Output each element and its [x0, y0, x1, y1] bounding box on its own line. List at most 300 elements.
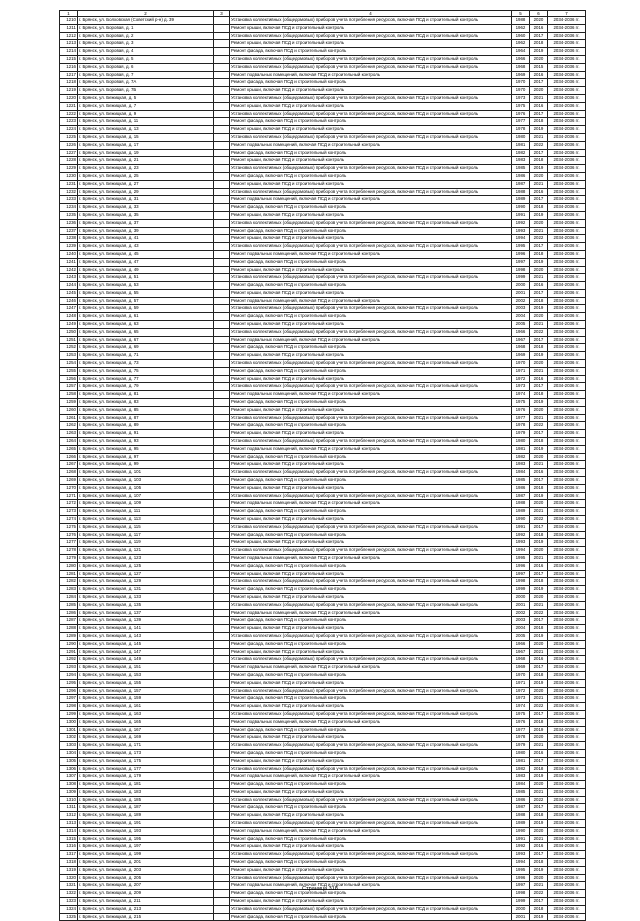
row-address: г. Брянск, ул. Бежицкая, д. 171	[78, 742, 214, 750]
row-address: г. Брянск, ул. Бежицкая, д. 83	[78, 399, 214, 407]
table-row	[60, 211, 586, 219]
row-blank	[214, 913, 230, 921]
row-number: 1232	[60, 188, 78, 196]
table-row	[60, 710, 586, 718]
row-work-type: Ремонт крыши, включая ПСД и строительный контроль	[230, 788, 512, 796]
row-blank	[214, 469, 230, 477]
row-blank	[214, 87, 230, 95]
row-address: г. Брянск, ул. Бежицкая, д. 139	[78, 617, 214, 625]
table-row	[60, 172, 586, 180]
row-address: г. Брянск, ул. Бежицкая, д. 23	[78, 165, 214, 173]
table-row	[60, 391, 586, 399]
row-number: 1273	[60, 508, 78, 516]
row-number: 1280	[60, 562, 78, 570]
table-row	[60, 562, 586, 570]
row-number: 1225	[60, 133, 78, 141]
table-row	[60, 523, 586, 531]
row-period: 2034-2036 гг.	[548, 165, 586, 173]
row-blank	[214, 422, 230, 430]
row-number: 1245	[60, 289, 78, 297]
row-blank	[214, 414, 230, 422]
row-blank	[214, 500, 230, 508]
row-period: 2034-2036 гг.	[548, 773, 586, 781]
row-number: 1219	[60, 87, 78, 95]
row-work-type: Ремонт крыши, включая ПСД и строительный контроль	[230, 180, 512, 188]
row-work-type: Ремонт подвальных помещений, включая ПСД и строительный контроль	[230, 141, 512, 149]
row-blank	[214, 687, 230, 695]
row-address: г. Брянск, ул. Бежицкая, д. 153	[78, 671, 214, 679]
row-build-year: 2003	[512, 305, 530, 313]
row-last-repair-year: 2017	[530, 851, 548, 859]
row-period: 2034-2036 гг.	[548, 63, 586, 71]
row-period: 2034-2036 гг.	[548, 383, 586, 391]
row-blank	[214, 126, 230, 134]
row-last-repair-year: 2020	[530, 500, 548, 508]
row-build-year: 1989	[512, 508, 530, 516]
table-row	[60, 157, 586, 165]
table-row	[60, 321, 586, 329]
row-last-repair-year: 2017	[530, 79, 548, 87]
row-period: 2034-2036 гг.	[548, 593, 586, 601]
table-row	[60, 820, 586, 828]
row-work-type: Ремонт крыши, включая ПСД и строительный контроль	[230, 539, 512, 547]
table-row	[60, 274, 586, 282]
row-last-repair-year: 2018	[530, 157, 548, 165]
row-period: 2034-2036 гг.	[548, 235, 586, 243]
row-work-type: Ремонт крыши, включая ПСД и строительный контроль	[230, 484, 512, 492]
row-build-year: 1990	[512, 516, 530, 524]
row-blank	[214, 523, 230, 531]
table-row	[60, 282, 586, 290]
row-work-type: Ремонт фасада, включая ПСД и строительный контроль	[230, 453, 512, 461]
row-blank	[214, 547, 230, 555]
row-address: г. Брянск, ул. Боровая, д. 2	[78, 32, 214, 40]
row-last-repair-year: 2018	[530, 391, 548, 399]
row-address: г. Брянск, ул. Бежицкая, д. 59	[78, 305, 214, 313]
row-blank	[214, 703, 230, 711]
row-number: 1213	[60, 40, 78, 48]
row-last-repair-year: 2020	[530, 640, 548, 648]
row-work-type: Ремонт фасада, включая ПСД и строительный контроль	[230, 671, 512, 679]
row-period: 2034-2036 гг.	[548, 539, 586, 547]
row-build-year: 2004	[512, 625, 530, 633]
table-row	[60, 414, 586, 422]
row-period: 2034-2036 гг.	[548, 687, 586, 695]
row-address: г. Брянск, ул. Бежицкая, д. 29	[78, 188, 214, 196]
row-address: г. Брянск, ул. Бежицкая, д. 41	[78, 235, 214, 243]
row-number: 1236	[60, 219, 78, 227]
row-address: г. Брянск, ул. Бежицкая, д. 121	[78, 547, 214, 555]
row-period: 2034-2036 гг.	[548, 820, 586, 828]
table-row	[60, 547, 586, 555]
row-number: 1274	[60, 516, 78, 524]
row-address: г. Брянск, ул. Бежицкая, д. 51	[78, 274, 214, 282]
table-row	[60, 757, 586, 765]
row-blank	[214, 328, 230, 336]
page-footer: Страница 318	[302, 886, 338, 892]
row-last-repair-year: 2019	[530, 820, 548, 828]
row-last-repair-year: 2019	[530, 586, 548, 594]
table-row	[60, 625, 586, 633]
row-build-year: 1975	[512, 102, 530, 110]
row-number: 1218	[60, 79, 78, 87]
row-blank	[214, 516, 230, 524]
row-blank	[214, 305, 230, 313]
row-blank	[214, 788, 230, 796]
row-period: 2034-2036 гг.	[548, 17, 586, 25]
row-last-repair-year: 2019	[530, 48, 548, 56]
row-period: 2034-2036 гг.	[548, 578, 586, 586]
row-period: 2034-2036 гг.	[548, 562, 586, 570]
row-last-repair-year: 2018	[530, 344, 548, 352]
table-row	[60, 601, 586, 609]
row-last-repair-year: 2018	[530, 905, 548, 913]
table-row	[60, 609, 586, 617]
row-period: 2034-2036 гг.	[548, 282, 586, 290]
row-build-year: 1996	[512, 874, 530, 882]
row-last-repair-year: 2017	[530, 570, 548, 578]
row-period: 2034-2036 гг.	[548, 796, 586, 804]
row-address: г. Брянск, ул. Бежицкая, д. 117	[78, 531, 214, 539]
row-work-type: Ремонт крыши, включая ПСД и строительный контроль	[230, 430, 512, 438]
row-last-repair-year: 2022	[530, 703, 548, 711]
table-row	[60, 438, 586, 446]
row-address: г. Брянск, ул. Бежицкая, д. 5	[78, 94, 214, 102]
row-work-type: Ремонт подвальных помещений, включая ПСД и строительный контроль	[230, 445, 512, 453]
row-period: 2034-2036 гг.	[548, 484, 586, 492]
row-number: 1224	[60, 126, 78, 134]
row-last-repair-year: 2019	[530, 539, 548, 547]
row-last-repair-year: 2022	[530, 328, 548, 336]
row-period: 2034-2036 гг.	[548, 890, 586, 898]
row-build-year: 1978	[512, 126, 530, 134]
row-work-type: Установка коллективных (общедомовых) приборов учета потребления ресурсов, включая ПСД и строительный контроль	[230, 55, 512, 63]
row-number: 1303	[60, 742, 78, 750]
row-last-repair-year: 2019	[530, 305, 548, 313]
row-blank	[214, 360, 230, 368]
row-last-repair-year: 2017	[530, 523, 548, 531]
row-number: 1252	[60, 344, 78, 352]
table-row	[60, 671, 586, 679]
row-number: 1317	[60, 851, 78, 859]
row-build-year: 1991	[512, 835, 530, 843]
row-number: 1216	[60, 63, 78, 71]
row-work-type: Ремонт подвальных помещений, включая ПСД и строительный контроль	[230, 882, 512, 890]
table-row	[60, 484, 586, 492]
row-period: 2034-2036 гг.	[548, 305, 586, 313]
row-number: 1231	[60, 180, 78, 188]
table-row	[60, 469, 586, 477]
table-row	[60, 765, 586, 773]
row-build-year: 1980	[512, 438, 530, 446]
row-last-repair-year: 2018	[530, 531, 548, 539]
row-build-year: 1969	[512, 352, 530, 360]
row-address: г. Брянск, ул. Бежицкая, д. 159	[78, 695, 214, 703]
row-last-repair-year: 2016	[530, 188, 548, 196]
row-build-year: 1991	[512, 211, 530, 219]
row-address: г. Брянск, ул. Бежицкая, д. 55	[78, 289, 214, 297]
table-row	[60, 258, 586, 266]
row-build-year: 1992	[512, 531, 530, 539]
row-last-repair-year: 2021	[530, 461, 548, 469]
row-work-type: Установка коллективных (общедомовых) приборов учета потребления ресурсов, включая ПСД и строительный контроль	[230, 687, 512, 695]
row-number: 1310	[60, 796, 78, 804]
row-address: г. Брянск, ул. Бежицкая, д. 163	[78, 710, 214, 718]
row-blank	[214, 24, 230, 32]
row-last-repair-year: 2021	[530, 94, 548, 102]
row-last-repair-year: 2020	[530, 360, 548, 368]
row-number: 1302	[60, 734, 78, 742]
row-blank	[214, 539, 230, 547]
row-last-repair-year: 2015	[530, 63, 548, 71]
row-blank	[214, 625, 230, 633]
row-number: 1265	[60, 445, 78, 453]
row-last-repair-year: 2018	[530, 578, 548, 586]
row-last-repair-year: 2018	[530, 118, 548, 126]
row-number: 1289	[60, 632, 78, 640]
row-last-repair-year: 2017	[530, 149, 548, 157]
row-last-repair-year: 2019	[530, 165, 548, 173]
row-period: 2034-2036 гг.	[548, 905, 586, 913]
table-row	[60, 375, 586, 383]
table-row	[60, 749, 586, 757]
row-address: г. Брянск, ул. Бежицкая, д. 75	[78, 367, 214, 375]
row-period: 2034-2036 гг.	[548, 554, 586, 562]
table-row	[60, 180, 586, 188]
row-last-repair-year: 2019	[530, 726, 548, 734]
row-build-year: 1986	[512, 172, 530, 180]
row-number: 1290	[60, 640, 78, 648]
row-work-type: Установка коллективных (общедомовых) приборов учета потребления ресурсов, включая ПСД и строительный контроль	[230, 243, 512, 251]
row-work-type: Ремонт фасада, включая ПСД и строительный контроль	[230, 48, 512, 56]
row-period: 2034-2036 гг.	[548, 866, 586, 874]
row-period: 2034-2036 гг.	[548, 141, 586, 149]
row-number: 1276	[60, 531, 78, 539]
row-address: г. Брянск, ул. Бежицкая, д. 135	[78, 601, 214, 609]
row-work-type: Ремонт крыши, включая ПСД и строительный контроль	[230, 648, 512, 656]
row-number: 1212	[60, 32, 78, 40]
row-build-year: 1971	[512, 367, 530, 375]
row-last-repair-year: 2017	[530, 898, 548, 906]
row-blank	[214, 640, 230, 648]
row-address: г. Брянск, ул. Бежицкая, д. 81	[78, 391, 214, 399]
row-number: 1293	[60, 664, 78, 672]
row-build-year: 1977	[512, 414, 530, 422]
table-row	[60, 79, 586, 87]
row-build-year: 1968	[512, 656, 530, 664]
row-number: 1299	[60, 710, 78, 718]
row-period: 2034-2036 гг.	[548, 227, 586, 235]
row-work-type: Ремонт крыши, включая ПСД и строительный контроль	[230, 321, 512, 329]
row-number: 1263	[60, 430, 78, 438]
row-blank	[214, 742, 230, 750]
row-work-type: Установка коллективных (общедомовых) приборов учета потребления ресурсов, включая ПСД и строительный контроль	[230, 578, 512, 586]
row-number: 1250	[60, 328, 78, 336]
row-work-type: Установка коллективных (общедомовых) приборов учета потребления ресурсов, включая ПСД и строительный контроль	[230, 63, 512, 71]
row-blank	[214, 866, 230, 874]
row-work-type: Ремонт крыши, включая ПСД и строительный контроль	[230, 24, 512, 32]
row-build-year: 1967	[512, 336, 530, 344]
row-blank	[214, 258, 230, 266]
table-row	[60, 63, 586, 71]
row-last-repair-year: 2016	[530, 24, 548, 32]
row-blank	[214, 165, 230, 173]
row-address: г. Брянск, ул. Бежицкая, д. 149	[78, 656, 214, 664]
row-build-year: 1992	[512, 219, 530, 227]
row-last-repair-year: 2020	[530, 406, 548, 414]
table-row	[60, 851, 586, 859]
row-build-year: 1974	[512, 391, 530, 399]
row-blank	[214, 118, 230, 126]
row-blank	[214, 204, 230, 212]
row-work-type: Ремонт крыши, включая ПСД и строительный контроль	[230, 679, 512, 687]
table-row	[60, 640, 586, 648]
row-build-year: 1999	[512, 898, 530, 906]
row-build-year: 1978	[512, 422, 530, 430]
row-period: 2034-2036 гг.	[548, 882, 586, 890]
row-period: 2034-2036 гг.	[548, 321, 586, 329]
row-blank	[214, 609, 230, 617]
row-address: г. Брянск, ул. Боровая, д. 7А	[78, 79, 214, 87]
row-build-year: 1967	[512, 648, 530, 656]
table-row	[60, 305, 586, 313]
row-address: г. Брянск, ул. Бежицкая, д. 43	[78, 243, 214, 251]
row-period: 2034-2036 гг.	[548, 157, 586, 165]
row-blank	[214, 438, 230, 446]
row-number: 1320	[60, 874, 78, 882]
row-period: 2034-2036 гг.	[548, 266, 586, 274]
row-blank	[214, 710, 230, 718]
row-build-year: 1996	[512, 250, 530, 258]
table-row	[60, 149, 586, 157]
row-work-type: Ремонт крыши, включая ПСД и строительный контроль	[230, 235, 512, 243]
row-period: 2034-2036 гг.	[548, 71, 586, 79]
row-work-type: Ремонт фасада, включая ПСД и строительный контроль	[230, 749, 512, 757]
row-build-year: 1974	[512, 703, 530, 711]
row-build-year: 2001	[512, 289, 530, 297]
row-blank	[214, 484, 230, 492]
row-period: 2034-2036 гг.	[548, 726, 586, 734]
table-row	[60, 227, 586, 235]
row-address: г. Брянск, ул. Бежицкая, д. 119	[78, 539, 214, 547]
row-build-year: 1979	[512, 742, 530, 750]
row-period: 2034-2036 гг.	[548, 609, 586, 617]
row-blank	[214, 570, 230, 578]
row-address: г. Брянск, ул. Бежицкая, д. 7	[78, 102, 214, 110]
row-build-year: 1994	[512, 859, 530, 867]
row-period: 2034-2036 гг.	[548, 913, 586, 921]
row-work-type: Установка коллективных (общедомовых) приборов учета потребления ресурсов, включая ПСД и строительный контроль	[230, 94, 512, 102]
row-work-type: Установка коллективных (общедомовых) приборов учета потребления ресурсов, включая ПСД и строительный контроль	[230, 383, 512, 391]
table-body	[60, 17, 586, 921]
table-row	[60, 859, 586, 867]
row-build-year: 1964	[512, 48, 530, 56]
row-address: г. Брянск, ул. Бежицкая, д. 79	[78, 383, 214, 391]
table-row	[60, 531, 586, 539]
row-build-year: 1970	[512, 671, 530, 679]
row-number: 1277	[60, 539, 78, 547]
row-blank	[214, 274, 230, 282]
row-number: 1244	[60, 282, 78, 290]
row-address: г. Брянск, ул. Бежицкая, д. 205	[78, 874, 214, 882]
row-period: 2034-2036 гг.	[548, 453, 586, 461]
row-last-repair-year: 2019	[530, 492, 548, 500]
row-number: 1305	[60, 757, 78, 765]
table-row	[60, 17, 586, 25]
row-period: 2034-2036 гг.	[548, 788, 586, 796]
row-period: 2034-2036 гг.	[548, 835, 586, 843]
row-blank	[214, 508, 230, 516]
row-work-type: Установка коллективных (общедомовых) приборов учета потребления ресурсов, включая ПСД и строительный контроль	[230, 188, 512, 196]
table-row	[60, 48, 586, 56]
row-period: 2034-2036 гг.	[548, 625, 586, 633]
row-blank	[214, 157, 230, 165]
row-last-repair-year: 2021	[530, 367, 548, 375]
row-build-year: 1995	[512, 243, 530, 251]
row-last-repair-year: 2021	[530, 788, 548, 796]
row-last-repair-year: 2018	[530, 671, 548, 679]
row-number: 1229	[60, 165, 78, 173]
row-build-year: 2003	[512, 617, 530, 625]
row-blank	[214, 367, 230, 375]
row-period: 2034-2036 гг.	[548, 133, 586, 141]
row-address: г. Брянск, ул. Бежицкая, д. 45	[78, 250, 214, 258]
row-blank	[214, 32, 230, 40]
row-address: г. Брянск, ул. Бежицкая, д. 197	[78, 843, 214, 851]
row-blank	[214, 796, 230, 804]
table-row	[60, 804, 586, 812]
row-build-year: 1985	[512, 165, 530, 173]
row-blank	[214, 227, 230, 235]
row-work-type: Ремонт крыши, включая ПСД и строительный контроль	[230, 352, 512, 360]
row-work-type: Ремонт подвальных помещений, включая ПСД и строительный контроль	[230, 609, 512, 617]
row-number: 1246	[60, 297, 78, 305]
table-row	[60, 843, 586, 851]
row-number: 1300	[60, 718, 78, 726]
row-blank	[214, 632, 230, 640]
row-blank	[214, 765, 230, 773]
row-build-year: 1979	[512, 430, 530, 438]
row-build-year: 2005	[512, 321, 530, 329]
table-row	[60, 905, 586, 913]
row-last-repair-year: 2016	[530, 282, 548, 290]
row-address: г. Брянск, ул. Бежицкая, д. 97	[78, 453, 214, 461]
table-row	[60, 578, 586, 586]
row-period: 2034-2036 гг.	[548, 258, 586, 266]
row-period: 2034-2036 гг.	[548, 586, 586, 594]
row-address: г. Брянск, ул. Боровая, д. 3	[78, 40, 214, 48]
row-address: г. Брянск, ул. Бежицкая, д. 115	[78, 523, 214, 531]
row-blank	[214, 492, 230, 500]
row-number: 1291	[60, 648, 78, 656]
row-work-type: Ремонт фасада, включая ПСД и строительный контроль	[230, 422, 512, 430]
row-build-year: 1996	[512, 562, 530, 570]
row-build-year: 1976	[512, 110, 530, 118]
row-work-type: Ремонт подвальных помещений, включая ПСД и строительный контроль	[230, 196, 512, 204]
row-address: г. Брянск, ул. Бежицкая, д. 27	[78, 180, 214, 188]
row-work-type: Ремонт крыши, включая ПСД и строительный контроль	[230, 40, 512, 48]
row-last-repair-year: 2018	[530, 297, 548, 305]
row-number: 1318	[60, 859, 78, 867]
col-header: 2	[78, 11, 214, 17]
row-number: 1255	[60, 367, 78, 375]
row-blank	[214, 773, 230, 781]
table-row	[60, 118, 586, 126]
row-blank	[214, 289, 230, 297]
row-build-year: 1984	[512, 469, 530, 477]
row-number: 1221	[60, 102, 78, 110]
row-number: 1234	[60, 204, 78, 212]
